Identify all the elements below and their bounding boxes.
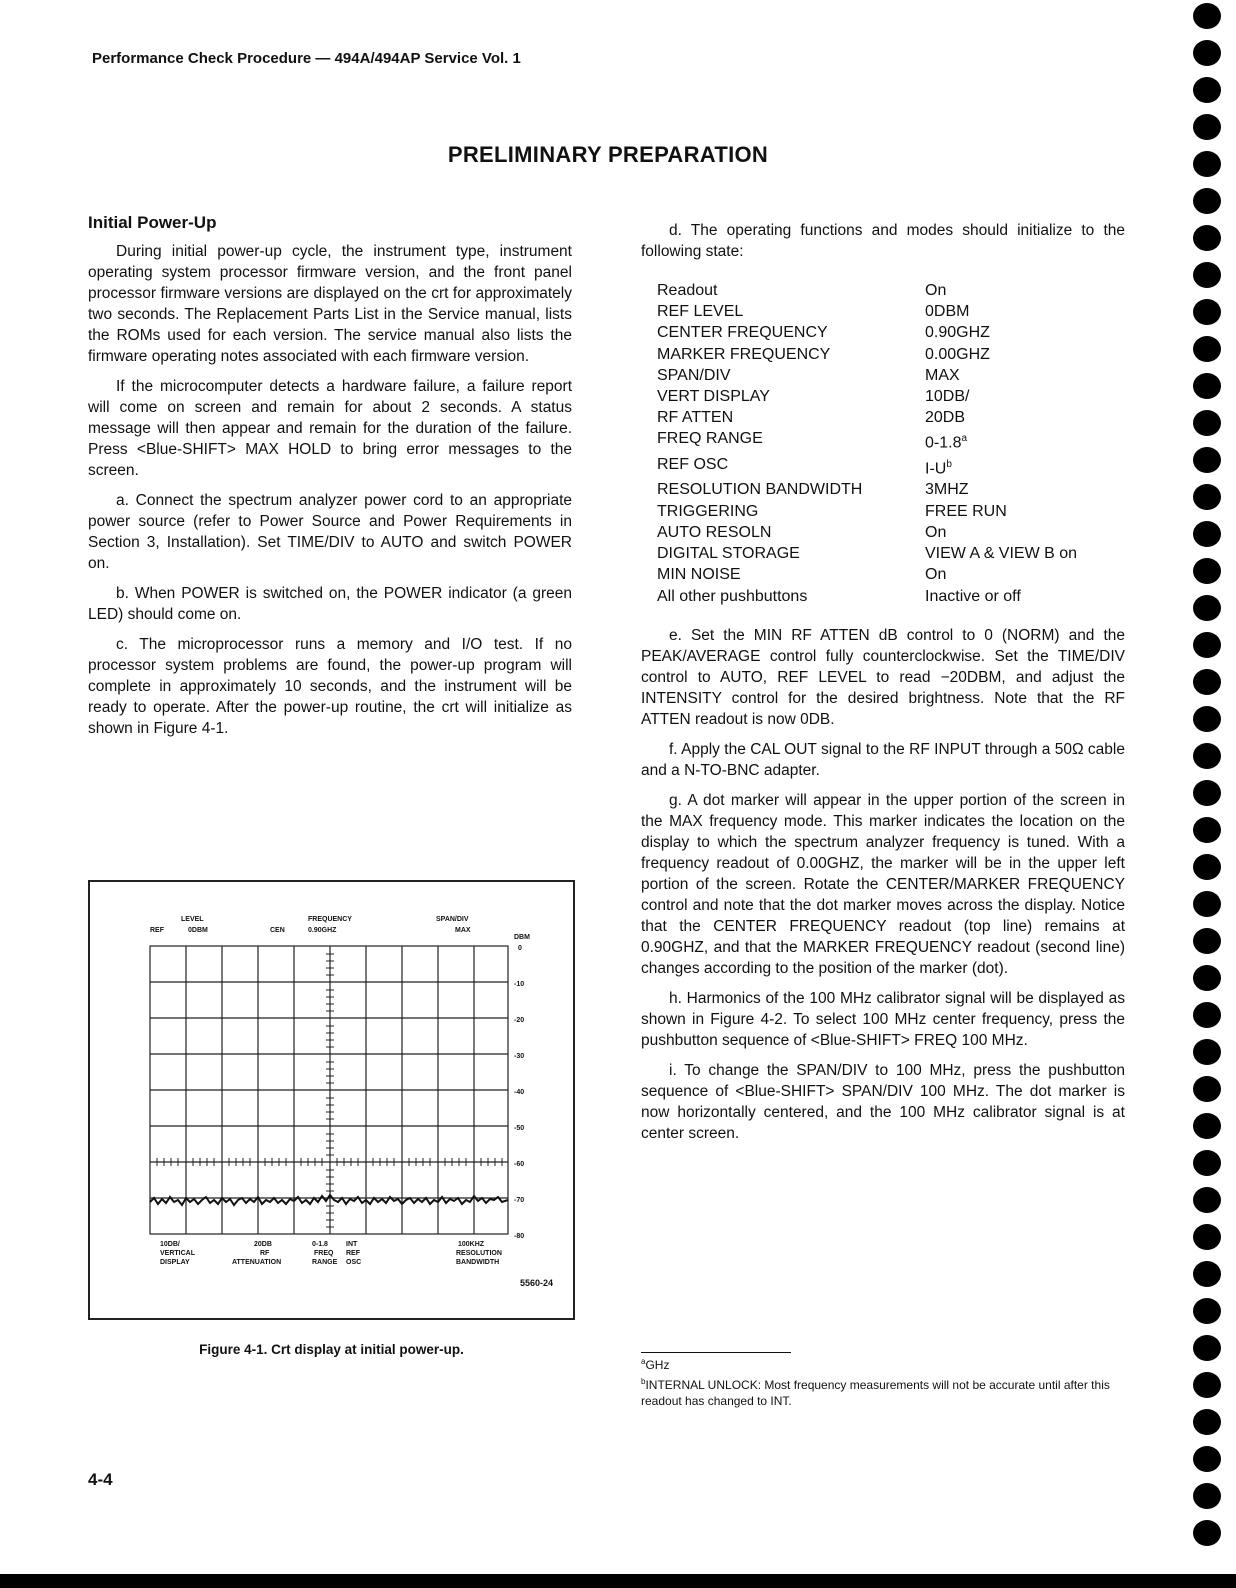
noise-trace — [150, 1195, 508, 1205]
table-row — [657, 301, 1077, 322]
crt-level-title: LEVEL — [181, 916, 204, 923]
table-row — [657, 280, 1077, 301]
figure-4-1 — [88, 880, 575, 1320]
table-row — [657, 586, 1077, 607]
crt-freq-title: FREQUENCY — [308, 916, 352, 923]
table-row — [657, 386, 1077, 407]
paragraph: d. The operating functions and modes should initialize to the following state: — [641, 222, 1125, 260]
paragraph: e. Set the MIN RF ATTEN dB control to 0 (NORM) and the PEAK/AVERAGE control fully counterclockwise. Set the TIME/DIV control to AUTO, REF LEVEL to read −20DBM, and adjust the INTENSITY control for the desired brightness. Note that the RF ATTEN readout is now 0DB. — [641, 626, 1125, 728]
setting-name: MIN NOISE — [657, 566, 741, 584]
setting-value — [925, 454, 1077, 480]
value-text: I-U — [925, 460, 947, 478]
crt-refosc-label: REF — [346, 1250, 360, 1257]
table-row — [657, 522, 1077, 543]
footnote-mark: b — [946, 458, 952, 470]
setting-name: DIGITAL STORAGE — [657, 545, 800, 563]
setting-name: FREQ RANGE — [657, 430, 763, 448]
table-row — [657, 407, 1077, 428]
crt-span-value: MAX — [455, 927, 471, 934]
crt-range-title: FREQ — [314, 1250, 334, 1257]
crt-unit-label: DBM — [514, 934, 530, 941]
setting-name: RESOLUTION BANDWIDTH — [657, 481, 863, 499]
crt-range-title: RANGE — [312, 1259, 338, 1266]
value-text: 0-1.8 — [925, 434, 962, 452]
setting-value: On — [925, 282, 947, 299]
setting-value: 10DB/ — [925, 388, 970, 406]
setting-value: 20DB — [925, 409, 966, 427]
crt-vert-title: VERTICAL — [160, 1250, 195, 1257]
scale-label: 0 — [518, 945, 522, 952]
table-row — [657, 322, 1077, 343]
figure-caption: Figure 4-1. Crt display at initial power-up. — [199, 1342, 464, 1357]
table-row — [657, 479, 1077, 500]
footnote-mark: b — [641, 1377, 646, 1386]
crt-refosc-label: OSC — [346, 1259, 362, 1266]
scale-label: -10 — [514, 981, 525, 988]
scale-label: -30 — [514, 1053, 525, 1060]
db-scale — [514, 945, 524, 1240]
page-number: 4-4 — [88, 1470, 113, 1489]
crt-res-title: RESOLUTION — [456, 1250, 502, 1257]
footnote-b — [641, 1374, 1125, 1409]
initial-state-table — [657, 280, 1077, 607]
crt-atten-value: 20DB — [254, 1241, 272, 1248]
paragraph: b. When POWER is switched on, the POWER indicator (a green LED) should come on. — [88, 585, 572, 623]
crt-vert-title: DISPLAY — [160, 1259, 190, 1266]
setting-value: MAX — [925, 366, 960, 384]
paragraph: h. Harmonics of the 100 MHz calibrator signal will be displayed as shown in Figure 4-2. To select 100 MHz center frequency, press the pushbutton sequence of <Blue-SHIFT> FREQ 100 MHz. — [641, 989, 1125, 1049]
footnote-text: GHz — [645, 1358, 670, 1372]
setting-value — [925, 428, 1077, 454]
table-row — [657, 365, 1077, 386]
scale-label: -80 — [514, 1233, 525, 1240]
scale-label: -70 — [514, 1197, 525, 1204]
running-head: Performance Check Procedure — 494A/494AP Service Vol. 1 — [92, 50, 521, 67]
crt-cen-label: CEN — [270, 927, 285, 934]
footnote-text: INTERNAL UNLOCK: Most frequency measurements will not be accurate until after this readout has changed to INT. — [641, 1378, 1110, 1408]
setting-name: Readout — [657, 282, 718, 299]
setting-value: On — [925, 523, 947, 541]
crt-ref-label: REF — [150, 927, 164, 934]
crt-display — [90, 882, 573, 1318]
scan-edge — [0, 1574, 1236, 1588]
setting-value: 0DBM — [925, 303, 970, 321]
table-row — [657, 564, 1077, 585]
setting-name: MARKER FREQUENCY — [657, 345, 831, 363]
scale-label: -40 — [514, 1089, 525, 1096]
setting-name: REF OSC — [657, 455, 729, 473]
binder-holes — [1178, 0, 1236, 1588]
left-column — [88, 212, 572, 748]
crt-range-value: 0-1.8 — [312, 1241, 328, 1248]
footnote-mark: a — [961, 433, 968, 445]
setting-name: RF ATTEN — [657, 409, 734, 427]
setting-value: FREE RUN — [925, 502, 1007, 520]
setting-name: VERT DISPLAY — [657, 388, 770, 406]
footnote-mark: a — [641, 1357, 646, 1366]
footnote-a — [641, 1357, 669, 1372]
crt-int-label: INT — [346, 1241, 358, 1248]
crt-res-value: 100KHZ — [458, 1241, 485, 1248]
crt-vert-value: 10DB/ — [160, 1241, 180, 1248]
paragraph: i. To change the SPAN/DIV to 100 MHz, press the pushbutton sequence of <Blue-SHIFT> SPAN/DIV 100 MHz. The dot marker is now horizontally centered, and the 100 MHz calibrator signal is at center screen. — [641, 1061, 1125, 1142]
setting-name: TRIGGERING — [657, 502, 759, 520]
table-row — [657, 344, 1077, 365]
scale-label: -20 — [514, 1017, 525, 1024]
setting-value: Inactive or off — [925, 587, 1021, 605]
setting-name: All other pushbuttons — [657, 587, 808, 605]
paragraph: f. Apply the CAL OUT signal to the RF INPUT through a 50Ω cable and a N-TO-BNC adapter. — [641, 740, 1125, 779]
paragraph: During initial power-up cycle, the instrument type, instrument operating system processor firmware version, and the front panel processor firmware versions are displayed on the crt for approximately two seconds. The Replacement Parts List in the Service manual, lists the ROMs used for each version. The service manual also lists the firmware operating notes associated with each firmware version. — [88, 243, 572, 365]
crt-freq-value: 0.90GHZ — [308, 927, 337, 934]
paragraph: g. A dot marker will appear in the upper portion of the screen in the MAX frequency mode. This marker indicates the location on the display to which the spectrum analyzer frequency is tuned. With a frequency readout of 0.00GHZ, the marker will be in the upper left portion of the screen. Rotate the CENTER/MARKER FREQUENCY control and note that the dot marker moves across the display. Notice that the CENTER FREQUENCY readout (top line) remains at 0.90GHZ, and that the MARKER FREQUENCY readout (second line) changes according to the position of the marker (dot). — [641, 791, 1125, 977]
setting-value: 0.90GHZ — [925, 324, 990, 342]
setting-value: 3MHZ — [925, 481, 969, 499]
setting-name: REF LEVEL — [657, 303, 744, 321]
setting-value: On — [925, 566, 947, 584]
setting-value: VIEW A & VIEW B on — [925, 545, 1078, 563]
paragraph: If the microcomputer detects a hardware failure, a failure report will come on screen and remain for about 2 seconds. A status message will then appear and remain for the duration of the failure. Press <Blue-SHIFT> MAX HOLD to bring error messages to the screen. — [88, 378, 572, 479]
table-row — [657, 428, 1077, 454]
paragraph: c. The microprocessor runs a memory and I/O test. If no processor system problems are found, the power-up program will complete in approximately 10 seconds, and the instrument will be ready to operate. After the power-up routine, the crt will initialize as shown in Figure 4-1. — [88, 636, 572, 737]
section-heading: Initial Power-Up — [88, 213, 217, 232]
crt-level-value: 0DBM — [188, 927, 208, 934]
table-row — [657, 501, 1077, 522]
page-title: PRELIMINARY PREPARATION — [447, 142, 769, 167]
right-column — [641, 220, 1125, 1153]
table-row — [657, 454, 1077, 480]
footnote-rule — [641, 1352, 791, 1353]
setting-value: 0.00GHZ — [925, 345, 990, 363]
crt-span-title: SPAN/DIV — [436, 916, 469, 923]
setting-name: AUTO RESOLN — [657, 523, 772, 541]
crt-atten-title: RF — [260, 1250, 270, 1257]
scale-label: -60 — [514, 1161, 525, 1168]
table-row — [657, 543, 1077, 564]
figure-id: 5560-24 — [520, 1278, 554, 1288]
setting-name: SPAN/DIV — [657, 366, 731, 384]
crt-atten-title: ATTENUATION — [232, 1259, 282, 1266]
scale-label: -50 — [514, 1125, 525, 1132]
setting-name: CENTER FREQUENCY — [657, 324, 828, 342]
paragraph: a. Connect the spectrum analyzer power cord to an appropriate power source (refer to Power Source and Power Requirements in Section 3, Installation). Set TIME/DIV to AUTO and switch POWER on. — [88, 492, 572, 572]
crt-res-title: BANDWIDTH — [456, 1259, 500, 1266]
